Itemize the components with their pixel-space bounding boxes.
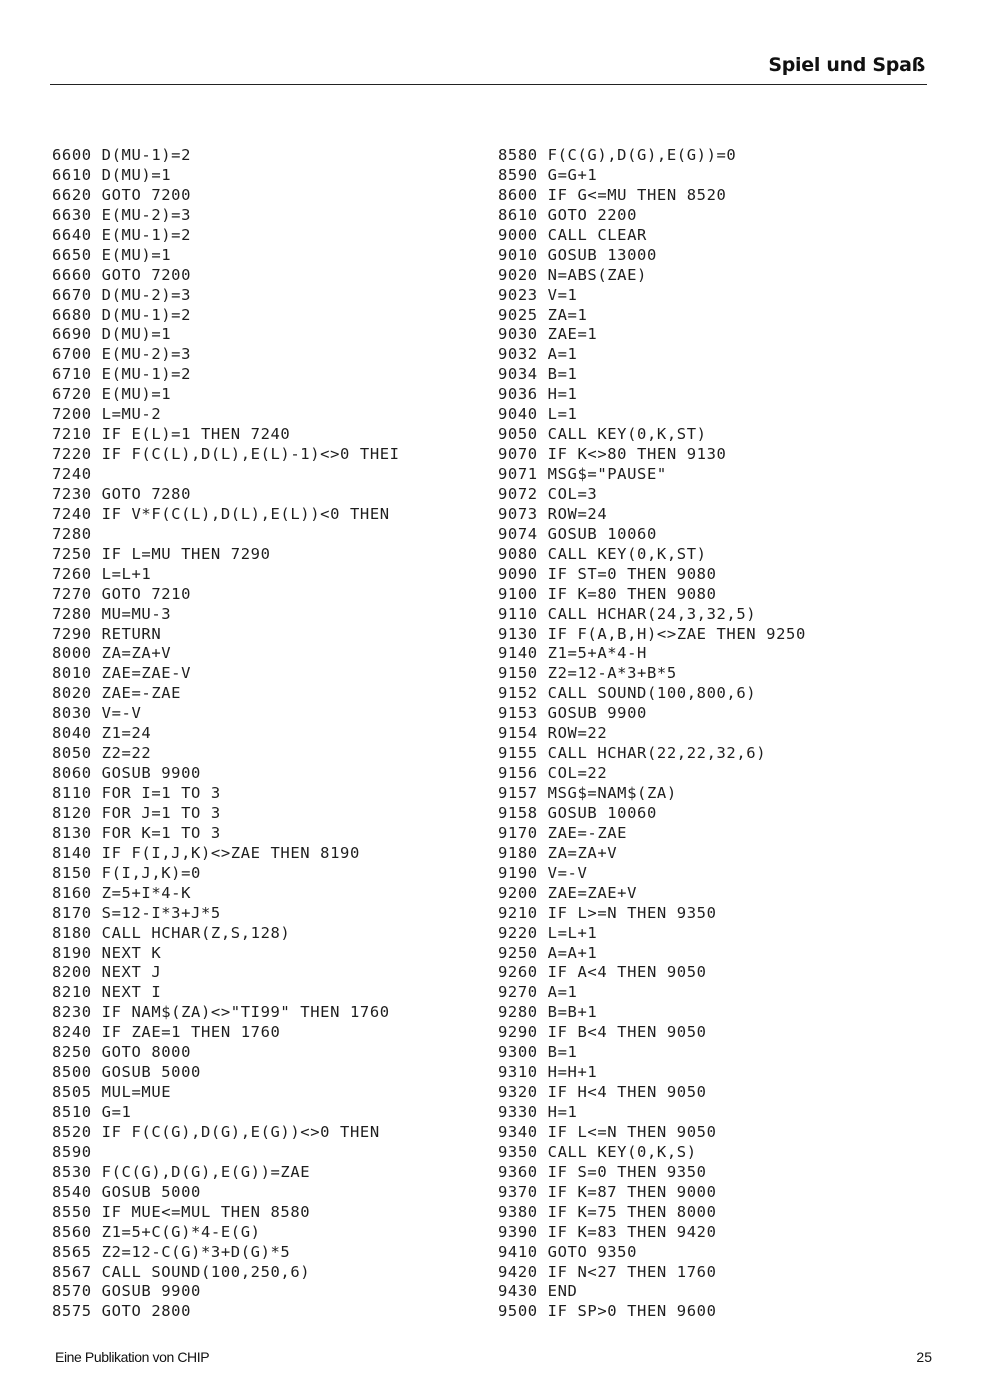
- code-line: 6640 E(MU-1)=2: [52, 225, 192, 244]
- code-line: 9034 B=1: [498, 365, 578, 384]
- code-line: 9072 COL=3: [498, 484, 598, 503]
- code-line: 8170 S=12-I*3+J*5: [52, 903, 221, 922]
- code-line: 7200 L=MU-2: [52, 405, 162, 424]
- code-line: 9220 L=L+1: [498, 923, 598, 942]
- code-line: 6690 D(MU)=1: [52, 325, 172, 344]
- code-line: 9200 ZAE=ZAE+V: [498, 883, 638, 902]
- code-line: 8010 ZAE=ZAE-V: [52, 664, 192, 683]
- code-line: 9025 ZA=1: [498, 305, 588, 324]
- code-line: 6710 E(MU-1)=2: [52, 365, 192, 384]
- code-line: 9157 MSG$=NAM$(ZA): [498, 784, 677, 802]
- code-line: 9152 CALL SOUND(100,800,6): [498, 684, 757, 703]
- code-line: 9340 IF L<=N THEN 9050: [498, 1122, 717, 1141]
- code-line: 9154 ROW=22: [498, 724, 608, 743]
- code-line: 8550 IF MUE<=MUL THEN 8580: [52, 1202, 311, 1221]
- code-line: 8120 FOR J=1 TO 3: [52, 803, 221, 822]
- code-line: 9158 GOSUB 10060: [498, 803, 657, 822]
- code-line: 9320 IF H<4 THEN 9050: [498, 1083, 707, 1102]
- code-line: 7240 IF V*F(C(L),D(L),E(L))<0 THEN: [52, 504, 390, 523]
- code-line: 9032 A=1: [498, 345, 578, 364]
- code-line: 9180 ZA=ZA+V: [498, 843, 618, 862]
- code-line: 7260 L=L+1: [52, 564, 152, 583]
- code-line: 9210 IF L>=N THEN 9350: [498, 903, 717, 922]
- code-line: 8040 Z1=24: [52, 724, 152, 743]
- code-line: 9073 ROW=24: [498, 504, 608, 523]
- code-line: 9300 B=1: [498, 1043, 578, 1062]
- code-line: 9190 V=-V: [498, 863, 588, 882]
- code-line: 9330 H=1: [498, 1103, 578, 1121]
- code-line: 8560 Z1=5+C(G)*4-E(G): [52, 1222, 261, 1241]
- code-line: 7240: [52, 465, 92, 483]
- code-line: 8500 GOSUB 5000: [52, 1063, 201, 1082]
- code-line: 8567 CALL SOUND(100,250,6): [52, 1262, 311, 1281]
- code-line: 7220 IF F(C(L),D(L),E(L)-1)<>0 THEI: [52, 445, 400, 464]
- code-line: 6700 E(MU-2)=3: [52, 345, 192, 364]
- code-listing-right-column: [498, 146, 806, 1322]
- code-line: 9420 IF N<27 THEN 1760: [498, 1262, 717, 1281]
- code-line: 8610 GOTO 2200: [498, 205, 638, 224]
- code-line: 8250 GOTO 8000: [52, 1043, 192, 1062]
- code-line: 8030 V=-V: [52, 704, 142, 723]
- code-line: 9040 L=1: [498, 405, 578, 424]
- code-line: 6660 GOTO 7200: [52, 265, 192, 284]
- code-line: 6610 D(MU)=1: [52, 165, 172, 184]
- code-line: 8230 IF NAM$(ZA)<>"TI99" THEN 1760: [52, 1003, 390, 1022]
- code-line: 7280 MU=MU-3: [52, 604, 172, 623]
- code-line: 8510 G=1: [52, 1103, 132, 1121]
- header-divider: [50, 84, 927, 85]
- code-line: 9153 GOSUB 9900: [498, 704, 647, 723]
- code-line: 9250 A=A+1: [498, 943, 598, 962]
- code-line: 8110 FOR I=1 TO 3: [52, 784, 221, 802]
- code-line: 9260 IF A<4 THEN 9050: [498, 963, 707, 982]
- code-line: 8210 NEXT I: [52, 983, 162, 1002]
- code-line: 9350 CALL KEY(0,K,S): [498, 1142, 697, 1161]
- code-line: 8190 NEXT K: [52, 943, 162, 962]
- code-line: 9110 CALL HCHAR(24,3,32,5): [498, 604, 757, 623]
- code-line: 9074 GOSUB 10060: [498, 524, 657, 543]
- code-line: 6600 D(MU-1)=2: [52, 146, 192, 164]
- code-line: 9000 CALL CLEAR: [498, 225, 647, 244]
- code-line: 9150 Z2=12-A*3+B*5: [498, 664, 677, 683]
- code-line: 8575 GOTO 2800: [52, 1302, 192, 1321]
- code-line: 9390 IF K=83 THEN 9420: [498, 1222, 717, 1241]
- code-line: 8200 NEXT J: [52, 963, 162, 982]
- code-line: 8060 GOSUB 9900: [52, 764, 201, 783]
- code-line: 9280 B=B+1: [498, 1003, 598, 1022]
- code-listing-left-column: [52, 146, 400, 1322]
- code-line: 8140 IF F(I,J,K)<>ZAE THEN 8190: [52, 843, 360, 862]
- code-line: 9380 IF K=75 THEN 8000: [498, 1202, 717, 1221]
- code-line: 7250 IF L=MU THEN 7290: [52, 544, 271, 563]
- code-line: 7210 IF E(L)=1 THEN 7240: [52, 425, 291, 444]
- code-line: 9100 IF K=80 THEN 9080: [498, 584, 717, 603]
- code-line: 9036 H=1: [498, 385, 578, 404]
- code-line: 8530 F(C(G),D(G),E(G))=ZAE: [52, 1162, 311, 1181]
- code-line: 9430 END: [498, 1282, 578, 1301]
- code-line: 9310 H=H+1: [498, 1063, 598, 1082]
- code-line: 8020 ZAE=-ZAE: [52, 684, 182, 703]
- code-line: 9050 CALL KEY(0,K,ST): [498, 425, 707, 444]
- code-line: 8580 F(C(G),D(G),E(G))=0: [498, 146, 737, 164]
- code-line: 6670 D(MU-2)=3: [52, 285, 192, 304]
- code-line: 9020 N=ABS(ZAE): [498, 265, 647, 284]
- code-line: 9360 IF S=0 THEN 9350: [498, 1162, 707, 1181]
- code-line: 9156 COL=22: [498, 764, 608, 783]
- code-line: 9170 ZAE=-ZAE: [498, 823, 628, 842]
- code-line: 9010 GOSUB 13000: [498, 245, 657, 264]
- code-line: 8505 MUL=MUE: [52, 1083, 172, 1102]
- code-line: 6680 D(MU-1)=2: [52, 305, 192, 324]
- code-line: 9070 IF K<>80 THEN 9130: [498, 445, 727, 464]
- code-line: 6630 E(MU-2)=3: [52, 205, 192, 224]
- code-line: 9080 CALL KEY(0,K,ST): [498, 544, 707, 563]
- code-line: 9155 CALL HCHAR(22,22,32,6): [498, 744, 767, 763]
- code-line: 8590: [52, 1142, 92, 1161]
- footer-publication: Eine Publikation von CHIP: [55, 1349, 210, 1365]
- section-title: Spiel und Spaß: [768, 54, 925, 76]
- code-line: 8520 IF F(C(G),D(G),E(G))<>0 THEN: [52, 1122, 380, 1141]
- code-line: 7290 RETURN: [52, 624, 162, 643]
- code-line: 6720 E(MU)=1: [52, 385, 172, 404]
- code-line: 6620 GOTO 7200: [52, 185, 192, 204]
- code-line: 8180 CALL HCHAR(Z,S,128): [52, 923, 291, 942]
- page-number: 25: [916, 1349, 932, 1365]
- code-line: 9090 IF ST=0 THEN 9080: [498, 564, 717, 583]
- code-line: 8050 Z2=22: [52, 744, 152, 763]
- code-line: 9370 IF K=87 THEN 9000: [498, 1182, 717, 1201]
- code-line: 8540 GOSUB 5000: [52, 1182, 201, 1201]
- code-line: 8240 IF ZAE=1 THEN 1760: [52, 1023, 281, 1042]
- code-line: 8130 FOR K=1 TO 3: [52, 823, 221, 842]
- code-line: 9030 ZAE=1: [498, 325, 598, 344]
- code-line: 9500 IF SP>0 THEN 9600: [498, 1302, 717, 1321]
- code-line: 8570 GOSUB 9900: [52, 1282, 201, 1301]
- code-line: 9071 MSG$="PAUSE": [498, 465, 667, 483]
- code-line: 8150 F(I,J,K)=0: [52, 863, 201, 882]
- code-line: 7230 GOTO 7280: [52, 484, 192, 503]
- code-line: 8565 Z2=12-C(G)*3+D(G)*5: [52, 1242, 291, 1261]
- code-line: 8590 G=G+1: [498, 165, 598, 184]
- code-line: 6650 E(MU)=1: [52, 245, 172, 264]
- code-line: 7270 GOTO 7210: [52, 584, 192, 603]
- code-line: 9130 IF F(A,B,H)<>ZAE THEN 9250: [498, 624, 806, 643]
- code-line: 9410 GOTO 9350: [498, 1242, 638, 1261]
- code-line: 7280: [52, 524, 92, 543]
- code-line: 8160 Z=5+I*4-K: [52, 883, 192, 902]
- code-line: 9270 A=1: [498, 983, 578, 1002]
- code-line: 9023 V=1: [498, 285, 578, 304]
- code-line: 8600 IF G<=MU THEN 8520: [498, 185, 727, 204]
- code-line: 9140 Z1=5+A*4-H: [498, 644, 647, 663]
- code-line: 9290 IF B<4 THEN 9050: [498, 1023, 707, 1042]
- code-line: 8000 ZA=ZA+V: [52, 644, 172, 663]
